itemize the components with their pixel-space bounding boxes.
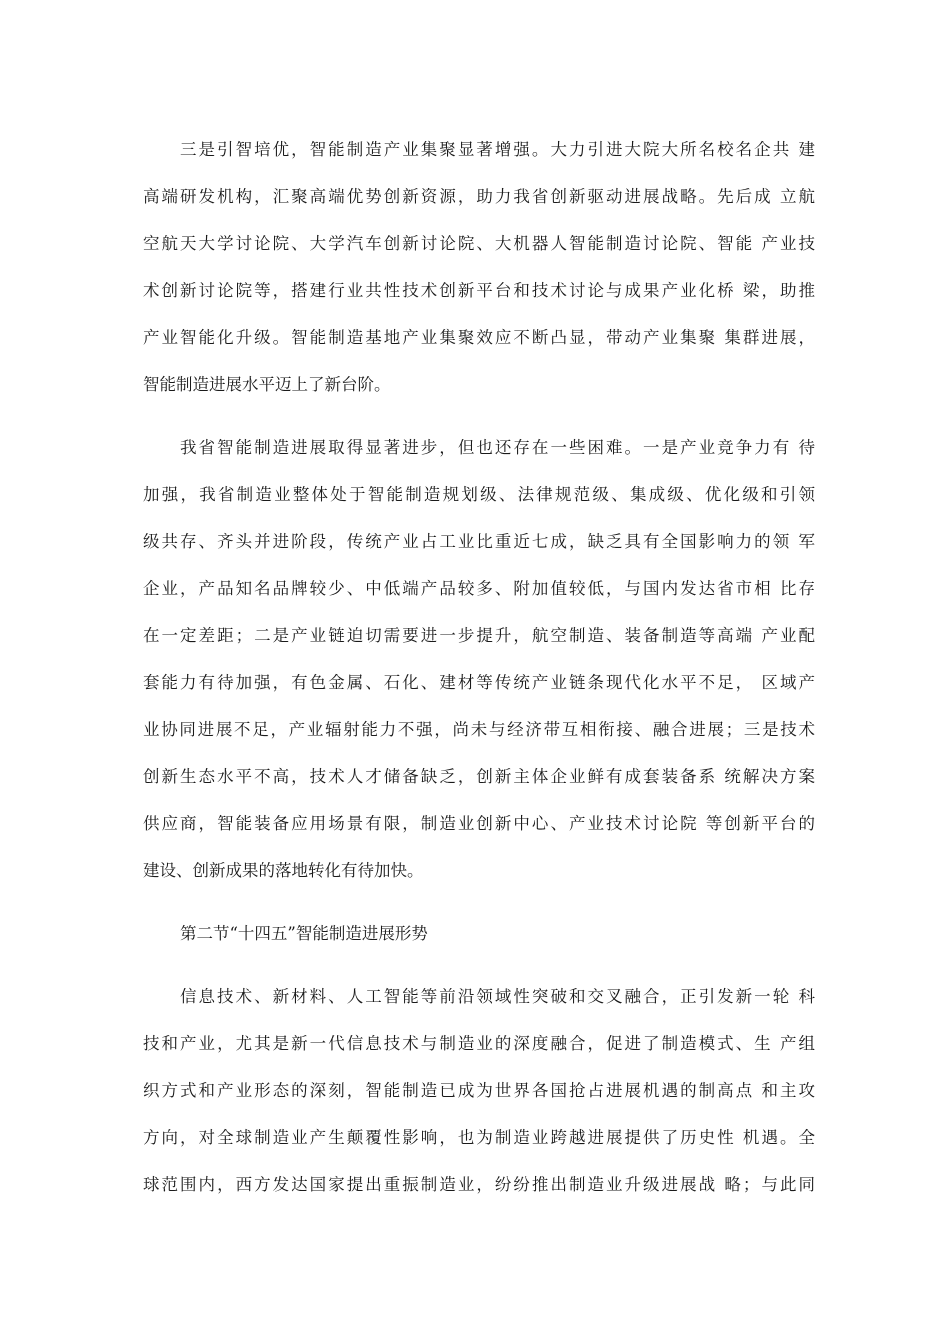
paragraph-1-line-1: 三是引智培优，智能制造产业集聚显著增强。大力引进大院大所名校名企共 建 bbox=[180, 140, 815, 159]
paragraph-3-line-3: 织方式和产业形态的深刻，智能制造已成为世界各国抢占进展机遇的制高点 和主攻 bbox=[143, 1081, 815, 1100]
paragraph-2-line-9: 供应商，智能装备应用场景有限，制造业创新中心、产业技术讨论院 等创新平台的 bbox=[143, 814, 815, 833]
paragraph-2-line-10: 建设、创新成果的落地转化有待加快。 bbox=[143, 861, 424, 880]
paragraph-2-line-1: 我省智能制造进展取得显著进步，但也还存在一些困难。一是产业竞争力有 待 bbox=[180, 438, 815, 457]
paragraph-2-line-7: 业协同进展不足，产业辐射能力不强，尚未与经济带互相衔接、融合进展；三是技术 bbox=[143, 720, 815, 739]
paragraph-1-line-2: 高端研发机构，汇聚高端优势创新资源，助力我省创新驱动进展战略。先后成 立航 bbox=[143, 187, 815, 206]
section-heading: 第二节“十四五”智能制造进展形势 bbox=[180, 924, 428, 943]
paragraph-3-line-5: 球范围内，西方发达国家提出重振制造业，纷纷推出制造业升级进展战 略；与此同 bbox=[143, 1175, 815, 1194]
paragraph-3-line-4: 方向，对全球制造业产生颠覆性影响，也为制造业跨越进展提供了历史性 机遇。全 bbox=[143, 1128, 815, 1147]
paragraph-3-line-2: 技和产业，尤其是新一代信息技术与制造业的深度融合，促进了制造模式、生 产组 bbox=[143, 1034, 815, 1053]
paragraph-1-line-4: 术创新讨论院等，搭建行业共性技术创新平台和技术讨论与成果产业化桥 梁，助推 bbox=[143, 281, 815, 300]
paragraph-2-line-2: 加强，我省制造业整体处于智能制造规划级、法律规范级、集成级、优化级和引领 bbox=[143, 485, 815, 504]
paragraph-2-line-4: 企业，产品知名品牌较少、中低端产品较多、附加值较低，与国内发达省市相 比存 bbox=[143, 579, 815, 598]
paragraph-2-line-6: 套能力有待加强，有色金属、石化、建材等传统产业链条现代化水平不足， 区域产 bbox=[143, 673, 815, 692]
paragraph-1-line-6: 智能制造进展水平迈上了新台阶。 bbox=[143, 375, 391, 394]
paragraph-1-line-5: 产业智能化升级。智能制造基地产业集聚效应不断凸显，带动产业集聚 集群进展， bbox=[143, 328, 815, 347]
paragraph-3-line-1: 信息技术、新材料、人工智能等前沿领域性突破和交叉融合，正引发新一轮 科 bbox=[180, 987, 815, 1006]
paragraph-2-line-5: 在一定差距；二是产业链迫切需要进一步提升，航空制造、装备制造等高端 产业配 bbox=[143, 626, 815, 645]
paragraph-1-line-3: 空航天大学讨论院、大学汽车创新讨论院、大机器人智能制造讨论院、智能 产业技 bbox=[143, 234, 815, 253]
paragraph-2-line-8: 创新生态水平不高，技术人才储备缺乏，创新主体企业鲜有成套装备系 统解决方案 bbox=[143, 767, 815, 786]
paragraph-2-line-3: 级共存、齐头并进阶段，传统产业占工业比重近七成，缺乏具有全国影响力的领 军 bbox=[143, 532, 815, 551]
